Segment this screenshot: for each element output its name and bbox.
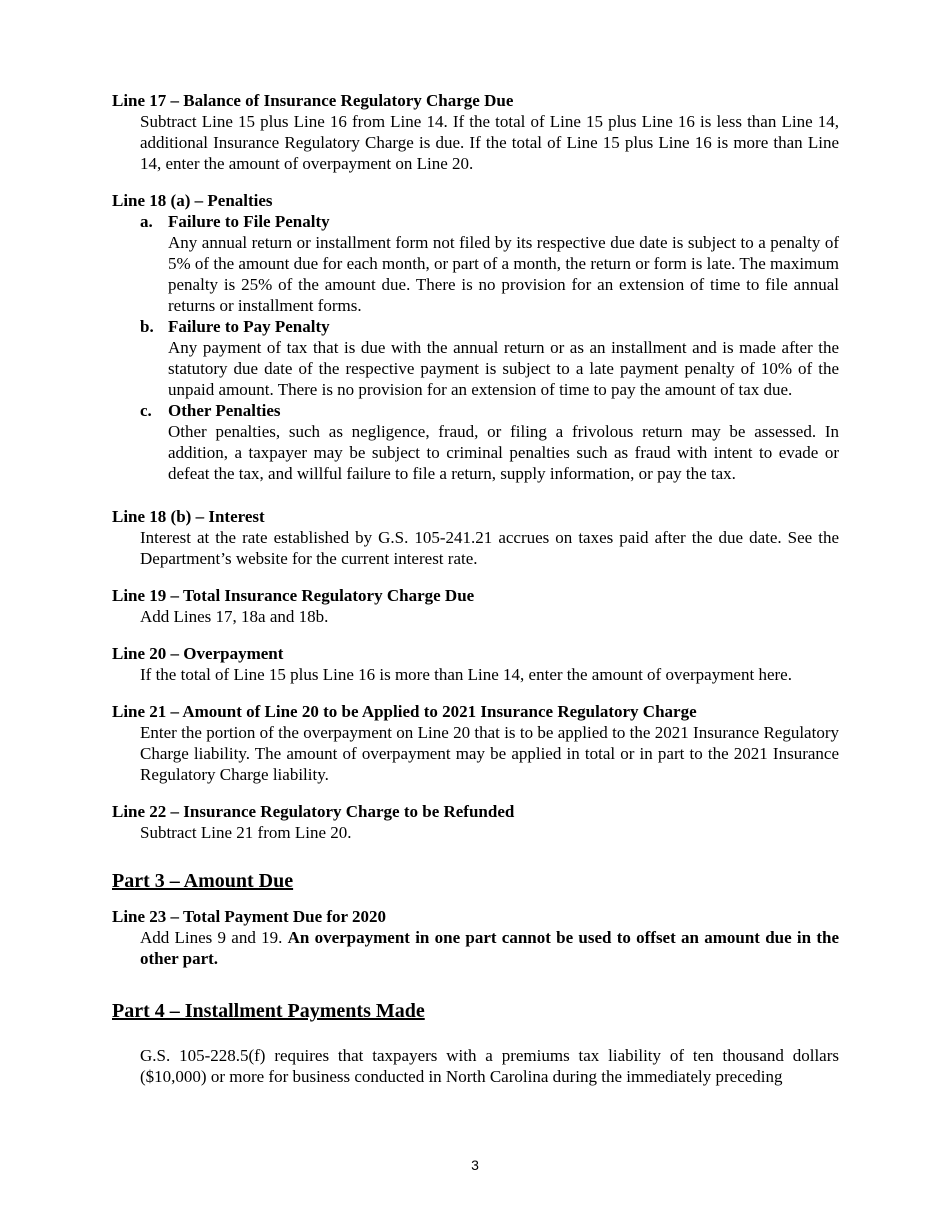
part-4-heading: Part 4 – Installment Payments Made	[112, 1000, 425, 1022]
document-page	[112, 90, 839, 1087]
penalty-item-c	[140, 400, 839, 484]
line-20-section	[112, 643, 839, 685]
penalty-title: Other Penalties	[168, 401, 281, 420]
penalty-body: Any annual return or installment form not filed by its respective due date is subject to a penalty of 5% of the amount due for each month, or part of a month, the return or form is late. The maximum penalty is 25% of the amount due. There is no provision for an extension of time to file annual returns or installment forms.	[168, 233, 839, 315]
line-20-heading: Line 20 – Overpayment	[112, 644, 284, 663]
penalty-letter: a.	[140, 212, 153, 231]
penalty-letter: b.	[140, 317, 154, 336]
penalty-letter: c.	[140, 401, 152, 420]
line-21-section	[112, 701, 839, 785]
line-18a-heading: Line 18 (a) – Penalties	[112, 191, 273, 210]
line-19-heading: Line 19 – Total Insurance Regulatory Charge Due	[112, 586, 475, 605]
part-4-body: G.S. 105-228.5(f) requires that taxpayers with a premiums tax liability of ten thousand dollars ($10,000) or more for business conducted in North Carolina during the immediately preceding	[140, 1046, 839, 1086]
line-23-body	[140, 927, 839, 969]
line-20-body: If the total of Line 15 plus Line 16 is more than Line 14, enter the amount of overpayment here.	[140, 665, 792, 684]
line-17-body: Subtract Line 15 plus Line 16 from Line 14. If the total of Line 15 plus Line 16 is less than Line 14, additional Insurance Regulatory Charge is due. If the total of Line 15 plus Line 16 is more than Line 14, enter the amount of overpayment on Line 20.	[140, 112, 839, 173]
penalty-list	[140, 211, 839, 484]
line-22-body: Subtract Line 21 from Line 20.	[140, 823, 352, 842]
penalty-title: Failure to Pay Penalty	[168, 317, 330, 336]
penalty-body: Other penalties, such as negligence, fraud, or filing a frivolous return may be assessed. In addition, a taxpayer may be subject to criminal penalties such as fraud with intent to evade or defeat the tax, and willful failure to file a return, supply information, or pay the tax.	[168, 422, 839, 483]
penalty-title: Failure to File Penalty	[168, 212, 330, 231]
line-18b-heading: Line 18 (b) – Interest	[112, 507, 265, 526]
penalty-body: Any payment of tax that is due with the annual return or as an installment and is made after the statutory due date of the respective payment is subject to a late payment penalty of 10% of the unpaid amount. There is no provision for an extension of time to pay the amount of tax due.	[168, 338, 839, 399]
page-number: 3	[471, 1157, 479, 1173]
penalty-item-a	[140, 211, 839, 316]
line-18a-section	[112, 190, 839, 484]
line-23-body-plain: Add Lines 9 and 19.	[140, 928, 288, 947]
line-23-heading: Line 23 – Total Payment Due for 2020	[112, 907, 387, 926]
line-19-section	[112, 585, 839, 627]
line-17-heading: Line 17 – Balance of Insurance Regulatory Charge Due	[112, 91, 514, 110]
line-22-section	[112, 801, 839, 843]
line-21-heading: Line 21 – Amount of Line 20 to be Applied to 2021 Insurance Regulatory Charge	[112, 702, 697, 721]
line-19-body: Add Lines 17, 18a and 18b.	[140, 607, 329, 626]
line-18b-section	[112, 506, 839, 569]
line-23-body-bold: An overpayment in one part cannot be used to offset an amount due in the other part.	[140, 928, 839, 968]
line-18b-body: Interest at the rate established by G.S. 105-241.21 accrues on taxes paid after the due date. See the Department’s website for the current interest rate.	[140, 528, 839, 568]
line-21-body: Enter the portion of the overpayment on Line 20 that is to be applied to the 2021 Insurance Regulatory Charge liability. The amount of overpayment may be applied in total or in part to the 2021 Insurance Regulatory Charge liability.	[140, 723, 839, 784]
line-17-section	[112, 90, 839, 174]
line-22-heading: Line 22 – Insurance Regulatory Charge to be Refunded	[112, 802, 515, 821]
penalty-item-b	[140, 316, 839, 400]
part-3-heading: Part 3 – Amount Due	[112, 870, 294, 892]
line-23-section	[112, 906, 839, 969]
